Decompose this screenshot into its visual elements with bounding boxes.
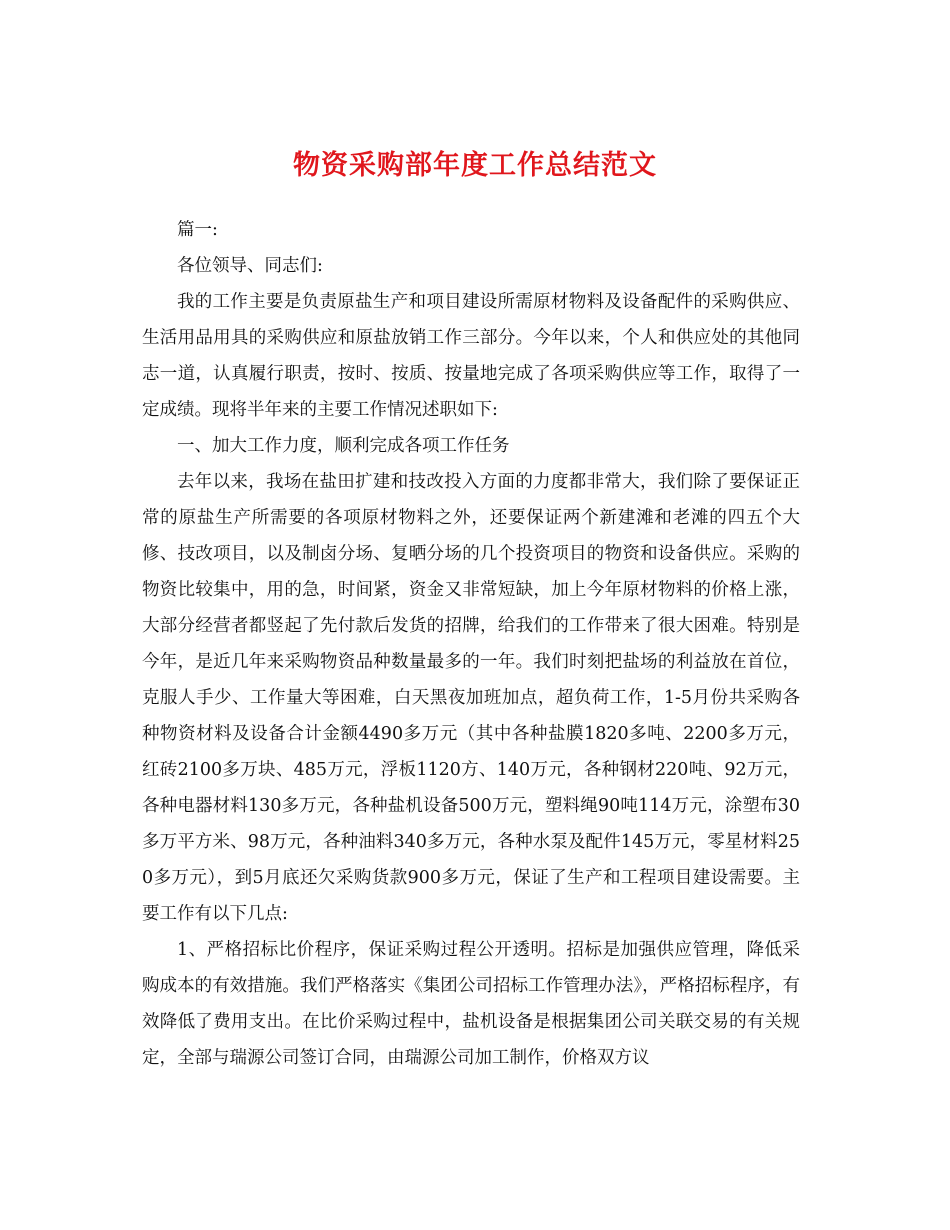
- paragraph-bidding: 1、严格招标比价程序，保证采购过程公开透明。招标是加强供应管理，降低采购成本的有效措施。我们严格落实《集团公司招标工作管理办法》，严格招标程序，有效降低了费用支出。在比价采购过程中，盐机设备是根据集团公司关联交易的有关规定，全部与瑞源公司签订合同，由瑞源公司加工制作，价格双方议: [142, 940, 800, 1068]
- paragraph-intro: 我的工作主要是负责原盐生产和项目建设所需原材物料及设备配件的采购供应、生活用品用具的采购供应和原盐放销工作三部分。今年以来，个人和供应处的其他同志一道，认真履行职责，按时、按质、按量地完成了各项采购供应等工作，取得了一定成绩。现将半年来的主要工作情况述职如下:: [142, 292, 800, 420]
- paragraph-salutation: 各位领导、同志们:: [177, 256, 323, 276]
- document-body: [142, 212, 800, 1076]
- paragraph-section-label: 篇一:: [177, 220, 218, 240]
- document-title: 物资采购部年度工作总结范文: [293, 150, 657, 181]
- section-heading-1: 一、加大工作力度，顺利完成各项工作任务: [177, 436, 510, 456]
- paragraph-procurement-summary: 去年以来，我场在盐田扩建和技改投入方面的力度都非常大，我们除了要保证正常的原盐生产所需要的各项原材物料之外，还要保证两个新建滩和老滩的四五个大修、技改项目，以及制卤分场、复晒分场的几个投资项目的物资和设备供应。采购的物资比较集中，用的急，时间紧，资金又非常短缺，加上今年原材物料的价格上涨，大部分经营者都竖起了先付款后发货的招牌，给我们的工作带来了很大困难。特别是今年，是近几年来采购物资品种数量最多的一年。我们时刻把盐场的利益放在首位，克服人手少、工作量大等困难，白天黑夜加班加点，超负荷工作，1-5月份共采购各种物资材料及设备合计金额4490多万元（其中各种盐膜1820多吨、2200多万元，红砖2100多万块、485万元，浮板1120方、140万元，各种钢材220吨、92万元，各种电器材料130多万元，各种盐机设备500万元，塑料绳90吨114万元，涂塑布30多万平方米、98万元，各种油料340多万元，各种水泵及配件145万元，零星材料250多万元），到5月底还欠采购货款900多万元，保证了生产和工程项目建设需要。主要工作有以下几点:: [142, 472, 800, 924]
